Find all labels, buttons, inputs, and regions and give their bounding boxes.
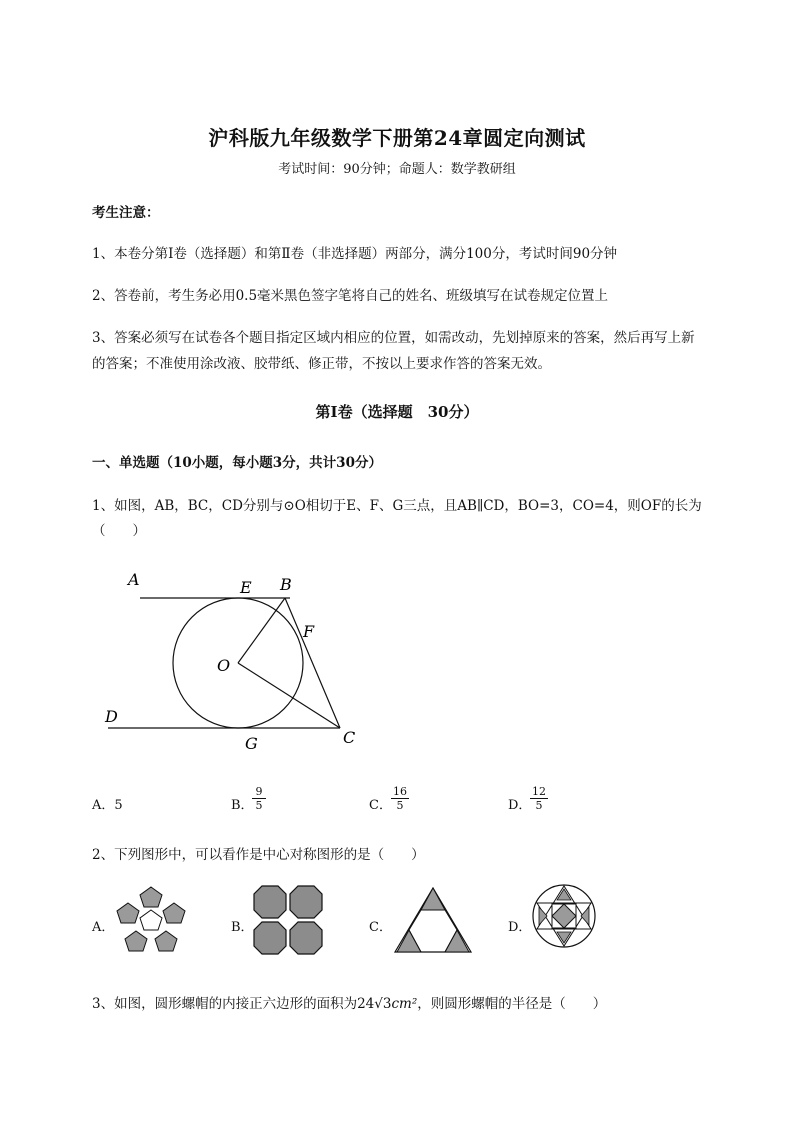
circle-pattern-figure xyxy=(531,883,597,949)
notice-item-1: 1、本卷分第I卷（选择题）和第Ⅱ卷（非选择题）两部分，满分100分，考试时间90分钟 xyxy=(92,246,618,262)
label-e: E xyxy=(240,578,252,597)
label-b: B xyxy=(280,575,292,594)
question-2-text: 2、下列图形中，可以看作是中心对称图形的是（ ） xyxy=(92,847,425,863)
label-g: G xyxy=(245,734,258,753)
question-1-option-d-fraction xyxy=(530,785,548,812)
sqrt-three: √3 xyxy=(374,996,392,1012)
five-pentagons-figure xyxy=(112,885,190,959)
question-1-blank: （ ） xyxy=(92,523,146,539)
label-a: A xyxy=(128,570,140,589)
fraction-denominator: 5 xyxy=(391,798,409,812)
notice-item-2: 2、答卷前，考生务必用0.5毫米黑色签字笔将自己的姓名、班级填写在试卷规定位置上 xyxy=(92,288,609,304)
question-2-option-c[interactable]: C． xyxy=(369,920,392,935)
question-1-option-c-fraction xyxy=(391,785,409,812)
question-2-option-d[interactable]: D． xyxy=(508,920,532,935)
question-3-text-after: ，则圆形螺帽的半径是（ ） xyxy=(417,996,607,1012)
label-c: C xyxy=(343,728,356,747)
part-heading: 一、单选题（10小题，每小题3分，共计30分） xyxy=(92,455,382,471)
segment-oc xyxy=(238,663,340,728)
question-2-option-a[interactable]: A． xyxy=(92,920,115,935)
question-1-option-d-label[interactable]: D． xyxy=(508,798,532,813)
exam-info: 考试时间：90分钟；命题人：数学教研组 xyxy=(278,162,516,177)
label-d: D xyxy=(105,707,118,726)
question-3-text-before: 3、如图，圆形螺帽的内接正六边形的面积为24 xyxy=(92,996,375,1012)
notice-item-3-cont: 的答案；不准使用涂改液、胶带纸、修正带，不按以上要求作答的答案无效。 xyxy=(92,356,551,372)
notice-item-3: 3、答案必须写在试卷各个题目指定区域内相应的位置，如需改动，先划掉原来的答案，然后再写上新 xyxy=(92,330,695,346)
question-1-text: 1、如图，AB，BC，CD分别与⊙O相切于E、F、G三点，且AB∥CD，BO=3，CO=4，则OF的长为 xyxy=(92,498,702,514)
fraction-denominator: 5 xyxy=(252,798,266,812)
question-1-option-b-label[interactable]: B． xyxy=(231,798,254,813)
label-o: O xyxy=(217,656,231,675)
question-1-option-b-fraction xyxy=(252,785,266,812)
fraction-numerator: 9 xyxy=(255,785,263,798)
question-2-option-b[interactable]: B． xyxy=(231,920,254,935)
segment-ob xyxy=(238,598,285,663)
question-1-option-c-label[interactable]: C． xyxy=(369,798,392,813)
question-3-text xyxy=(92,992,606,1012)
section-title: 第I卷（选择题 30分） xyxy=(315,403,479,421)
tangent-line-bc xyxy=(285,598,340,728)
question-1-option-a[interactable]: A．5 xyxy=(92,798,123,813)
fraction-numerator: 16 xyxy=(393,785,407,798)
fraction-numerator: 12 xyxy=(532,785,546,798)
four-octagons-figure xyxy=(252,884,324,956)
page-title: 沪科版九年级数学下册第24章圆定向测试 xyxy=(208,126,586,150)
fraction-denominator: 5 xyxy=(530,798,548,812)
question-1-figure xyxy=(100,565,370,755)
unit-cm2: cm² xyxy=(391,996,418,1012)
triangle-hexagon-figure xyxy=(393,886,473,954)
notice-heading: 考生注意： xyxy=(92,205,160,221)
label-f: F xyxy=(303,622,315,641)
